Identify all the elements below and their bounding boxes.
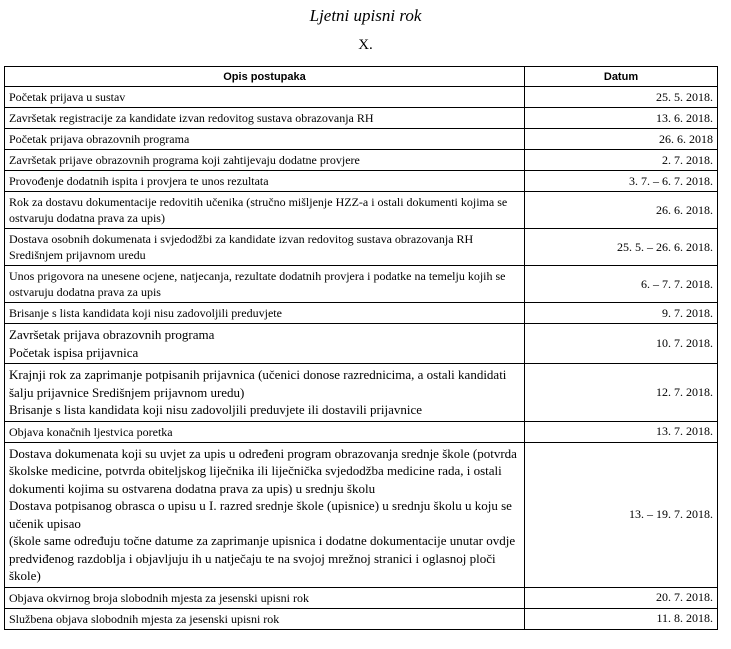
description-line: Rok za dostavu dokumentacije redovitih učenika (stručno mišljenje HZZ-a i ostali dokumenti kojima se ostvaruju dodatna prava za upis) — [9, 195, 508, 225]
description-line: Brisanje s lista kandidata koji nisu zadovoljili preduvjete ili dostavili prijavnice — [9, 402, 423, 417]
table-row — [5, 129, 718, 150]
header-date: Datum — [525, 67, 718, 87]
table-row — [5, 108, 718, 129]
row-description — [5, 364, 525, 422]
row-date: 26. 6. 2018 — [525, 129, 718, 150]
description-line: Objava konačnih ljestvica poretka — [9, 424, 173, 439]
row-date: 13. 6. 2018. — [525, 108, 718, 129]
description-line: Službena objava slobodnih mjesta za jesenski upisni rok — [9, 611, 280, 626]
row-date: 11. 8. 2018. — [525, 608, 718, 629]
row-description — [5, 171, 525, 192]
description-line: Početak prijava obrazovnih programa — [9, 132, 190, 146]
description-line: Objava okvirnog broja slobodnih mjesta za jesenski upisni rok — [9, 590, 309, 605]
header-description: Opis postupaka — [5, 67, 525, 87]
row-date: 26. 6. 2018. — [525, 192, 718, 229]
table-row — [5, 150, 718, 171]
row-description — [5, 108, 525, 129]
row-description — [5, 442, 525, 587]
table-row — [5, 266, 718, 303]
row-description — [5, 587, 525, 608]
row-description — [5, 608, 525, 629]
table-row — [5, 229, 718, 266]
row-date: 10. 7. 2018. — [525, 324, 718, 364]
row-description — [5, 229, 525, 266]
row-date: 2. 7. 2018. — [525, 150, 718, 171]
description-line: Završetak prijave obrazovnih programa koji zahtijevaju dodatne provjere — [9, 153, 360, 167]
table-row — [5, 171, 718, 192]
table-row — [5, 87, 718, 108]
description-line: Završetak registracije za kandidate izvan redovitog sustava obrazovanja RH — [9, 111, 374, 125]
table-row — [5, 364, 718, 422]
description-line: Dostava osobnih dokumenata i svjedodžbi za kandidate izvan redovitog sustava obrazovanja RH Središnjem prijavnom uredu — [9, 232, 474, 262]
row-date: 6. – 7. 7. 2018. — [525, 266, 718, 303]
table-row — [5, 442, 718, 587]
table-row — [5, 192, 718, 229]
table-row — [5, 324, 718, 364]
row-description — [5, 324, 525, 364]
table-row — [5, 587, 718, 608]
description-line: Brisanje s lista kandidata koji nisu zadovoljili preduvjete — [9, 306, 282, 320]
table-row — [5, 421, 718, 442]
table-row — [5, 608, 718, 629]
row-description — [5, 192, 525, 229]
row-date: 25. 5. – 26. 6. 2018. — [525, 229, 718, 266]
row-description — [5, 303, 525, 324]
row-date: 20. 7. 2018. — [525, 587, 718, 608]
row-date: 13. 7. 2018. — [525, 421, 718, 442]
row-description — [5, 87, 525, 108]
table-row — [5, 303, 718, 324]
row-date: 25. 5. 2018. — [525, 87, 718, 108]
row-date: 3. 7. – 6. 7. 2018. — [525, 171, 718, 192]
row-date: 12. 7. 2018. — [525, 364, 718, 422]
row-date: 9. 7. 2018. — [525, 303, 718, 324]
document-title: Ljetni upisni rok — [309, 6, 422, 25]
description-line: Unos prigovora na unesene ocjene, natjecanja, rezultate dodatnih provjera i podatke na temelju kojih se ostvaruju dodatna prava za upis — [9, 269, 506, 299]
section-number: X. — [358, 37, 373, 53]
description-line: Dostava potpisanog obrasca o upisu u I. razred srednje škole (upisnice) u srednju školu u koju se učenik upisao — [9, 498, 512, 531]
description-line: (škole same određuju točne datume za zaprimanje upisnica i dodatne dokumentacije unutar ovdje predviđenog razdoblja i objavljuju ih u natječaju te na svojoj mrežnoj stranici i oglasnoj ploči škole) — [9, 533, 516, 583]
row-description — [5, 129, 525, 150]
row-description — [5, 421, 525, 442]
description-line: Krajnji rok za zaprimanje potpisanih prijavnica (učenici donose razrednicima, a ostali kandidati šalju prijavnice Središnjem prijavnom uredu) — [9, 367, 507, 400]
description-line: Dostava dokumenata koji su uvjet za upis u određeni program obrazovanja srednje škole (potvrda školske medicine, potvrda obiteljskog liječnika ili liječnička svjedodžba medicine rada, i ostali dokumenti kojima su ostvarena dodatna prava za upis) u srednju školu — [9, 445, 517, 496]
schedule-table — [4, 66, 718, 630]
table-header-row — [5, 67, 718, 87]
description-line: Završetak prijava obrazovnih programa — [9, 327, 215, 342]
description-line: Početak prijava u sustav — [9, 90, 126, 104]
row-date: 13. – 19. 7. 2018. — [525, 442, 718, 587]
description-line: Početak ispisa prijavnica — [9, 344, 139, 360]
row-description — [5, 150, 525, 171]
row-description — [5, 266, 525, 303]
description-line: Provođenje dodatnih ispita i provjera te unos rezultata — [9, 174, 269, 188]
